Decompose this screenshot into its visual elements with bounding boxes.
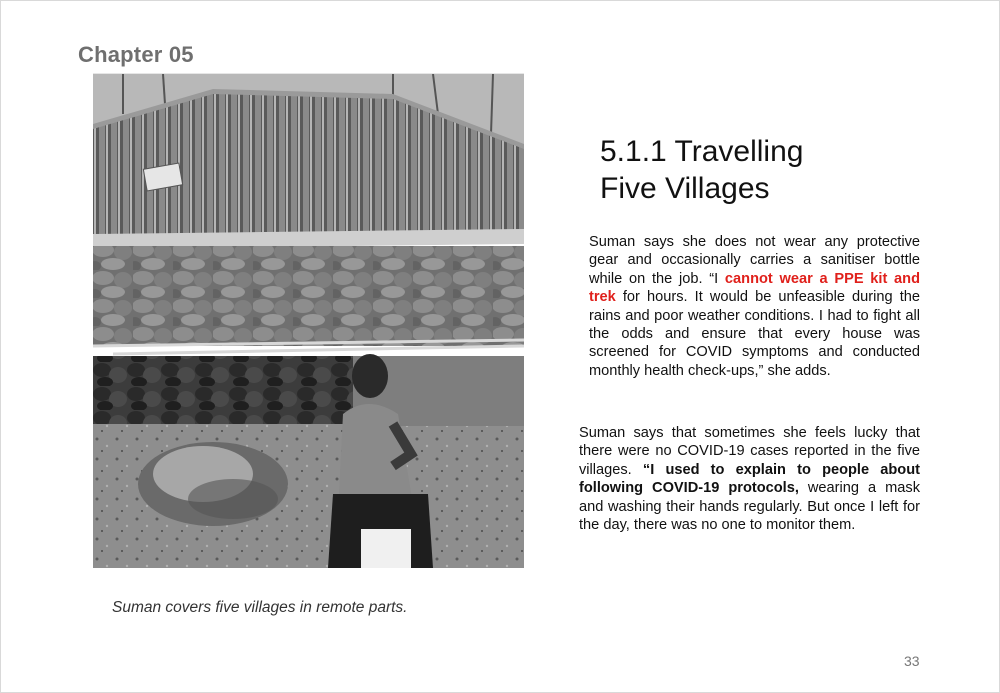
photo-caption: Suman covers five villages in remote parts. xyxy=(112,599,408,616)
village-photo-image xyxy=(93,74,524,568)
paragraph-2-text-b: wearing a mask and washing their hands regularly. But once I left for the day, there was no one to monitor them. xyxy=(579,480,920,534)
paragraph-1-highlight: cannot wear a PPE kit and trek xyxy=(589,270,921,306)
photo xyxy=(93,73,524,568)
page-number: 33 xyxy=(904,653,920,669)
paragraph-2-text-a: Suman says that sometimes she feels lucky that there were no COVID-19 cases reported in the five villages. xyxy=(579,425,920,478)
paragraph-2-bold-quote: “I used to explain to people about following COVID-19 protocols, xyxy=(579,461,920,497)
paragraph-1-text-a: Suman says she does not wear any protective gear and occasionally carries a sanitiser bottle while on the job. “I xyxy=(589,234,920,287)
paragraph-2 xyxy=(579,424,920,534)
section-title xyxy=(600,133,803,207)
section-title-line1: 5.1.1 Travelling xyxy=(600,135,804,168)
paragraph-1 xyxy=(589,233,920,380)
section-title-line2: Five Villages xyxy=(600,172,770,205)
chapter-label: Chapter 05 xyxy=(78,42,194,67)
paragraph-1-text-b: for hours. It would be unfeasible during the rains and poor weather conditions. I had to fight all the odds and ensure that every house was screened for COVID symptoms and conducted monthly health check-ups,” she adds. xyxy=(589,289,920,379)
